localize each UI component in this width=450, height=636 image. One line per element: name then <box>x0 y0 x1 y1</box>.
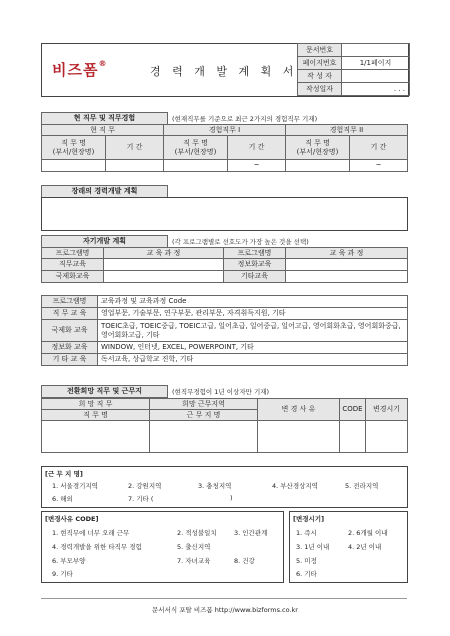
future-plan-field[interactable] <box>41 197 408 231</box>
reason-item: 3. 인간관계 <box>234 529 268 537</box>
header-exp-job-1: 경험직무 I <box>164 125 286 136</box>
ref-program-desc: WINDOW, 인터넷, EXCEL, POWERPOINT, 기타 <box>98 342 408 354</box>
ref-program-desc: 독서교육, 상급학교 진학, 기타 <box>98 354 408 366</box>
header-jobname: 직 무 명 (부서/현장명) <box>164 136 228 160</box>
section-note-current: (현재직무를 기준으로 최근 2가지의 경험직무 기재) <box>172 115 318 123</box>
header-job: 직 무 명 <box>42 410 150 421</box>
timing-item: 6. 기타 <box>296 570 317 578</box>
region-item: 2. 강원지역 <box>128 482 162 490</box>
ref-program-desc: TOEIC초급, TOEIC중급, TOEIC고급, 일어초급, 일어중급, 일어고급, 영어회화초급, 영어회화중급, 영어회화고급, 기타 <box>98 320 408 342</box>
course-cell[interactable] <box>104 259 224 271</box>
ref-program-name: 직 무 교 육 <box>42 308 98 320</box>
header-jobname: 직 무 명 (부서/현장명) <box>42 136 106 160</box>
meta-value: 1/1페이지 <box>342 57 410 70</box>
header <box>41 43 409 97</box>
program-reference-table <box>41 295 408 366</box>
self-dev-table <box>41 247 408 283</box>
region-item: 3. 충청지역 <box>198 482 232 490</box>
timing-legend <box>289 511 408 583</box>
header-period: 기 간 <box>228 136 286 160</box>
header-exp-job-2: 경험직무 II <box>286 125 408 136</box>
header-jobname: 직 무 명 (부서/현장명) <box>286 136 350 160</box>
header-code: CODE <box>340 399 366 421</box>
program-label: 정보화교육 <box>224 259 286 271</box>
section-title-self: 자기개발 계획 <box>41 235 168 248</box>
timing-item: 5. 미정 <box>296 557 317 565</box>
header-hope-job: 희 망 직 무 <box>42 399 150 410</box>
course-cell[interactable] <box>104 271 224 283</box>
region-item-close: ) <box>230 494 233 502</box>
section-title-current: 현 직무 및 직무경험 <box>41 112 168 125</box>
reason-item: 4. 경력개발을 위한 타직무 경험 <box>52 543 142 551</box>
header-program: 프로그램명 <box>42 248 104 259</box>
exp1-period-cell[interactable]: ~ <box>228 160 286 172</box>
transfer-table <box>41 398 408 453</box>
ref-program-name: 기 타 교 육 <box>42 354 98 366</box>
reason-item: 6. 부모부양 <box>52 557 86 565</box>
region-item: 6. 해외 <box>52 495 73 503</box>
reason-item: 9. 기타 <box>52 570 73 578</box>
page-title: 경 력 개 발 계 획 서 <box>150 65 298 78</box>
header-course: 교 육 과 정 <box>104 248 224 259</box>
region-item: 4. 부산경상지역 <box>272 482 318 490</box>
timing-item: 2. 6개월 이내 <box>348 529 388 537</box>
timing-title: [변경시기] <box>293 515 325 523</box>
header-current-job: 현 직 무 <box>42 125 164 136</box>
footer-text: 문서서식 포탈 비즈폼 http://www.bizforms.co.kr <box>152 606 298 614</box>
exp2-jobname-cell[interactable] <box>286 160 350 172</box>
ref-program-name: 국제화 교육 <box>42 320 98 342</box>
reason-cell[interactable] <box>258 421 340 453</box>
hope-job-cell[interactable] <box>42 421 150 453</box>
meta-value <box>342 44 410 57</box>
header-period: 기 간 <box>350 136 408 160</box>
meta-label: 작성일자 <box>298 83 342 96</box>
header-period: 기 간 <box>106 136 164 160</box>
region-item: 7. 기타 ( <box>128 495 154 503</box>
meta-value <box>342 70 410 83</box>
change-time-cell[interactable] <box>366 421 408 453</box>
timing-item: 1. 즉시 <box>296 529 317 537</box>
section-note-transfer: (현직무경험이 1년 이상자만 기재) <box>172 388 270 396</box>
program-label: 기타교육 <box>224 271 286 283</box>
course-cell[interactable] <box>286 259 408 271</box>
meta-label: 작 성 자 <box>298 70 342 83</box>
hope-place-cell[interactable] <box>150 421 258 453</box>
registered-mark: ® <box>98 59 108 68</box>
timing-item: 4. 2년 이내 <box>348 543 382 551</box>
meta-value: . . . <box>342 83 410 96</box>
header-reason: 변 경 사 유 <box>258 399 340 421</box>
reason-item: 2. 적성불일치 <box>177 529 217 537</box>
header-hope-place: 희망 근무지역 <box>150 399 258 410</box>
region-item: 5. 전라지역 <box>345 482 379 490</box>
exp1-jobname-cell[interactable] <box>164 160 228 172</box>
header-change-time: 변경시기 <box>366 399 408 421</box>
header-place: 근 무 지 명 <box>150 410 258 421</box>
meta-label: 페이지번호 <box>298 57 342 70</box>
current-job-table <box>41 124 408 172</box>
logo: 비즈폼® <box>52 59 108 79</box>
ref-program-desc: 영업부문, 기술부문, 연구부문, 관리부문, 자격취득지원, 기타 <box>98 308 408 320</box>
ref-program-desc: 교육과정 및 교육과정 Code <box>98 296 408 308</box>
reason-item: 1. 현직무에 너무 오래 근무 <box>52 529 130 537</box>
ref-program-name: 정보화 교육 <box>42 342 98 354</box>
reason-item: 7. 자녀교육 <box>177 557 211 565</box>
reason-item: 8. 건강 <box>234 557 255 565</box>
code-cell[interactable] <box>340 421 366 453</box>
section-title-plan: 장래의 경력개발 계획 <box>41 185 168 198</box>
region-legend <box>41 466 408 508</box>
program-label: 직무교육 <box>42 259 104 271</box>
header-program: 프로그램명 <box>224 248 286 259</box>
footer-divider <box>41 598 407 599</box>
meta-table <box>297 43 410 96</box>
section-title-transfer: 전환희망 직무 및 근무지 <box>41 385 168 398</box>
header-course: 교 육 과 정 <box>286 248 408 259</box>
exp2-period-cell[interactable]: ~ <box>350 160 408 172</box>
timing-item: 3. 1년 이내 <box>296 543 330 551</box>
region-item: 1. 서울경기지역 <box>52 482 98 490</box>
reason-legend <box>41 511 284 583</box>
reason-title: [변경사유 CODE] <box>45 515 99 523</box>
current-jobname-cell[interactable] <box>42 160 106 172</box>
region-title: [근 무 지 명] <box>45 470 83 478</box>
reason-item: 5. 출신지역 <box>177 543 211 551</box>
program-label: 국제화교육 <box>42 271 104 283</box>
meta-label: 문서번호 <box>298 44 342 57</box>
section-note-self: (각 프로그램별로 선호도가 가장 높은 것을 선택) <box>172 238 309 246</box>
ref-program-name: 프로그램명 <box>42 296 98 308</box>
current-period-cell[interactable] <box>106 160 164 172</box>
course-cell[interactable] <box>286 271 408 283</box>
